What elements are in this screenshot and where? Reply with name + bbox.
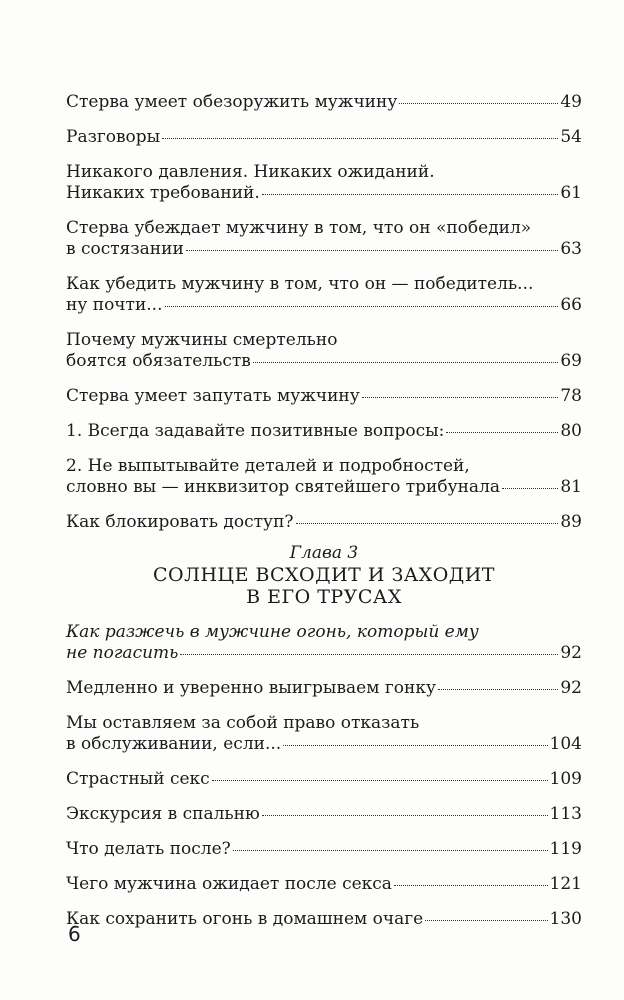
- dot-leader: [165, 306, 559, 307]
- toc-entry-title: Стерва умеет обезоружить мужчину: [66, 92, 398, 112]
- toc-entry-leader-line: [66, 421, 582, 442]
- toc-entry-leader-line: [66, 386, 582, 407]
- toc-entry-leader-line: [66, 295, 582, 316]
- toc-entry-page: 49: [560, 92, 582, 112]
- dot-leader: [446, 432, 558, 433]
- toc-entry-title: словно вы — инквизитор святейшего трибунала: [66, 477, 500, 497]
- toc-entry-line: Стерва убеждает мужчину в том, что он «победил»: [66, 218, 532, 238]
- toc-entry-leader-line: [66, 643, 582, 664]
- toc-entry: [66, 218, 582, 260]
- dot-leader: [362, 397, 559, 398]
- toc-entry-title: Разговоры: [66, 127, 161, 147]
- toc-entry-leader-line: [66, 239, 582, 260]
- dot-leader: [502, 488, 558, 489]
- toc-entry-leader-line: [66, 512, 582, 533]
- toc-entry-leader-line: [66, 92, 582, 113]
- toc-entry: [66, 512, 582, 533]
- toc-entry: [66, 386, 582, 407]
- toc-entry: [66, 713, 582, 755]
- toc-entry-leader-line: [66, 127, 582, 148]
- toc-entry-line: Никакого давления. Никаких ожиданий.: [66, 162, 435, 182]
- toc-entry-page: 92: [560, 678, 582, 698]
- toc-entry-line: Почему мужчины смертельно: [66, 330, 338, 350]
- toc-entry-page: 113: [549, 804, 582, 824]
- toc-entry-line: 2. Не выпытывайте деталей и подробностей,: [66, 456, 470, 476]
- dot-leader: [180, 654, 558, 655]
- toc-entry-page: 69: [560, 351, 582, 371]
- toc-entry-page: 61: [560, 183, 582, 203]
- toc-entry-leader-line: [66, 769, 582, 790]
- toc-entry: [66, 678, 582, 699]
- toc-entry-title: Чего мужчина ожидает после секса: [66, 874, 392, 894]
- toc-entry-page: 66: [560, 295, 582, 315]
- toc-entry: [66, 874, 582, 895]
- toc-entry-title: Что делать после?: [66, 839, 231, 859]
- toc-entry: [66, 804, 582, 825]
- toc-entry-page: 89: [560, 512, 582, 532]
- toc-bottom: [66, 622, 582, 930]
- toc-entry-title: Никаких требований.: [66, 183, 260, 203]
- toc-entry: [66, 421, 582, 442]
- toc-entry: [66, 839, 582, 860]
- chapter-label: Глава 3: [289, 543, 359, 563]
- toc-entry-page: 104: [549, 734, 582, 754]
- toc-entry-line: Мы оставляем за собой право отказать: [66, 713, 420, 733]
- toc-entry-title: Стерва умеет запутать мужчину: [66, 386, 360, 406]
- toc-entry-title: Экскурсия в спальню: [66, 804, 260, 824]
- toc-entry-leader-line: [66, 678, 582, 699]
- toc-entry-title: боятся обязательств: [66, 351, 251, 371]
- toc-entry: [66, 127, 582, 148]
- toc-entry: [66, 622, 582, 664]
- toc-entry-leader-line: [66, 909, 582, 930]
- toc-entry-leader-line: [66, 804, 582, 825]
- dot-leader: [262, 194, 559, 195]
- toc-entry: [66, 92, 582, 113]
- toc-entry: [66, 330, 582, 372]
- page-number: 6: [68, 922, 81, 946]
- toc-entry-title: в обслуживании, если...: [66, 734, 282, 754]
- toc-entry: [66, 456, 582, 498]
- dot-leader: [425, 920, 547, 921]
- dot-leader: [283, 745, 547, 746]
- toc-entry-leader-line: [66, 351, 582, 372]
- toc-entry: [66, 274, 582, 316]
- toc-entry: [66, 909, 582, 930]
- toc-entry-page: 130: [549, 909, 582, 929]
- toc-entry-page: 81: [560, 477, 582, 497]
- toc-entry-leader-line: [66, 839, 582, 860]
- toc-entry-page: 109: [549, 769, 582, 789]
- toc-entry-page: 54: [560, 127, 582, 147]
- dot-leader: [186, 250, 559, 251]
- dot-leader: [212, 780, 548, 781]
- toc-entry-title: Медленно и уверенно выигрываем гонку: [66, 678, 436, 698]
- toc-entry-leader-line: [66, 183, 582, 204]
- toc-entry-line: Как убедить мужчину в том, что он — победитель...: [66, 274, 534, 294]
- toc-entry-title: 1. Всегда задавайте позитивные вопросы:: [66, 421, 445, 441]
- toc-entry-leader-line: [66, 874, 582, 895]
- toc-entry-leader-line: [66, 734, 582, 755]
- toc-entry-page: 80: [560, 421, 582, 441]
- dot-leader: [262, 815, 548, 816]
- toc-entry-page: 92: [560, 643, 582, 663]
- toc-entry-page: 63: [560, 239, 582, 259]
- toc-entry-leader-line: [66, 477, 582, 498]
- dot-leader: [162, 138, 558, 139]
- toc-top: [66, 92, 582, 533]
- toc-entry-page: 78: [560, 386, 582, 406]
- dot-leader: [438, 689, 558, 690]
- chapter-title-line-2: В ЕГО ТРУСАХ: [246, 586, 402, 608]
- toc-entry-page: 119: [549, 839, 582, 859]
- toc-entry: [66, 162, 582, 204]
- dot-leader: [296, 523, 559, 524]
- toc-entry-page: 121: [549, 874, 582, 894]
- toc-entry-title: Как блокировать доступ?: [66, 512, 294, 532]
- toc-entry-title: ну почти...: [66, 295, 163, 315]
- dot-leader: [233, 850, 548, 851]
- chapter-heading: [66, 543, 582, 608]
- toc-entry-line: Как разжечь в мужчине огонь, который ему: [66, 622, 479, 642]
- toc-entry-title: Как сохранить огонь в домашнем очаге: [66, 909, 424, 929]
- dot-leader: [399, 103, 558, 104]
- toc-entry-title: Страстный секс: [66, 769, 210, 789]
- toc-entry-title: в состязании: [66, 239, 184, 259]
- toc-entry-title: не погасить: [66, 643, 179, 663]
- chapter-title-line-1: СОЛНЦЕ ВСХОДИТ И ЗАХОДИТ: [153, 564, 495, 586]
- dot-leader: [253, 362, 558, 363]
- toc-entry: [66, 769, 582, 790]
- dot-leader: [394, 885, 548, 886]
